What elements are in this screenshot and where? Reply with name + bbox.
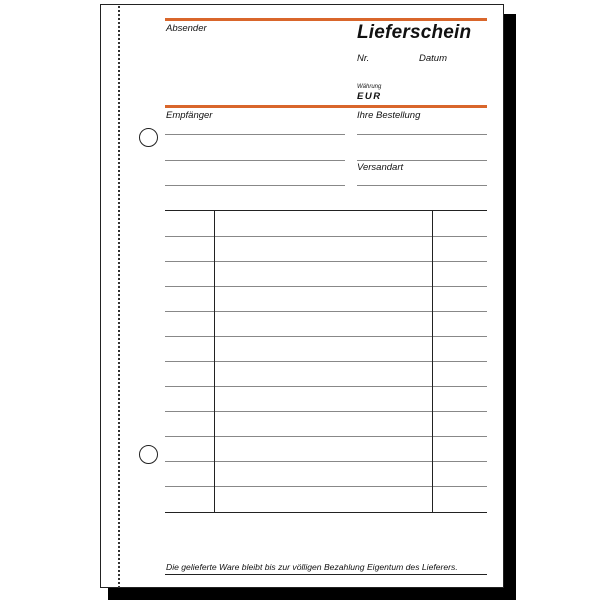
order-line-2[interactable] — [357, 160, 487, 161]
footer-note: Die gelieferte Ware bleibt bis zur völligen Bezahlung Eigentum des Lieferers. — [166, 562, 458, 572]
currency-label: Währung — [357, 84, 382, 90]
punch-hole-bottom — [139, 445, 158, 464]
order-label: Ihre Bestellung — [357, 110, 421, 121]
footer-rule — [165, 574, 487, 575]
recipient-line-3[interactable] — [165, 185, 345, 186]
paper-shadow-bottom — [108, 588, 516, 600]
currency-value: EUR — [357, 91, 382, 102]
middle-accent-rule — [165, 105, 487, 108]
punch-hole-top — [139, 128, 158, 147]
perforation-line — [118, 6, 120, 588]
paper-shadow-right — [504, 14, 516, 600]
top-accent-rule — [165, 18, 487, 21]
date-label: Datum — [419, 53, 447, 64]
number-label: Nr. — [357, 53, 370, 64]
recipient-label: Empfänger — [166, 110, 213, 121]
table-column-divider-left — [214, 210, 215, 512]
sender-label: Absender — [166, 23, 207, 34]
order-line[interactable] — [357, 134, 487, 135]
table-column-divider-right — [432, 210, 433, 512]
table-bottom-border — [165, 512, 487, 513]
shipping-line[interactable] — [357, 185, 487, 186]
shipping-label: Versandart — [357, 162, 404, 173]
form-sheet — [100, 4, 504, 588]
form-title: Lieferschein — [357, 22, 472, 43]
recipient-line-2[interactable] — [165, 160, 345, 161]
recipient-line-1[interactable] — [165, 134, 345, 135]
